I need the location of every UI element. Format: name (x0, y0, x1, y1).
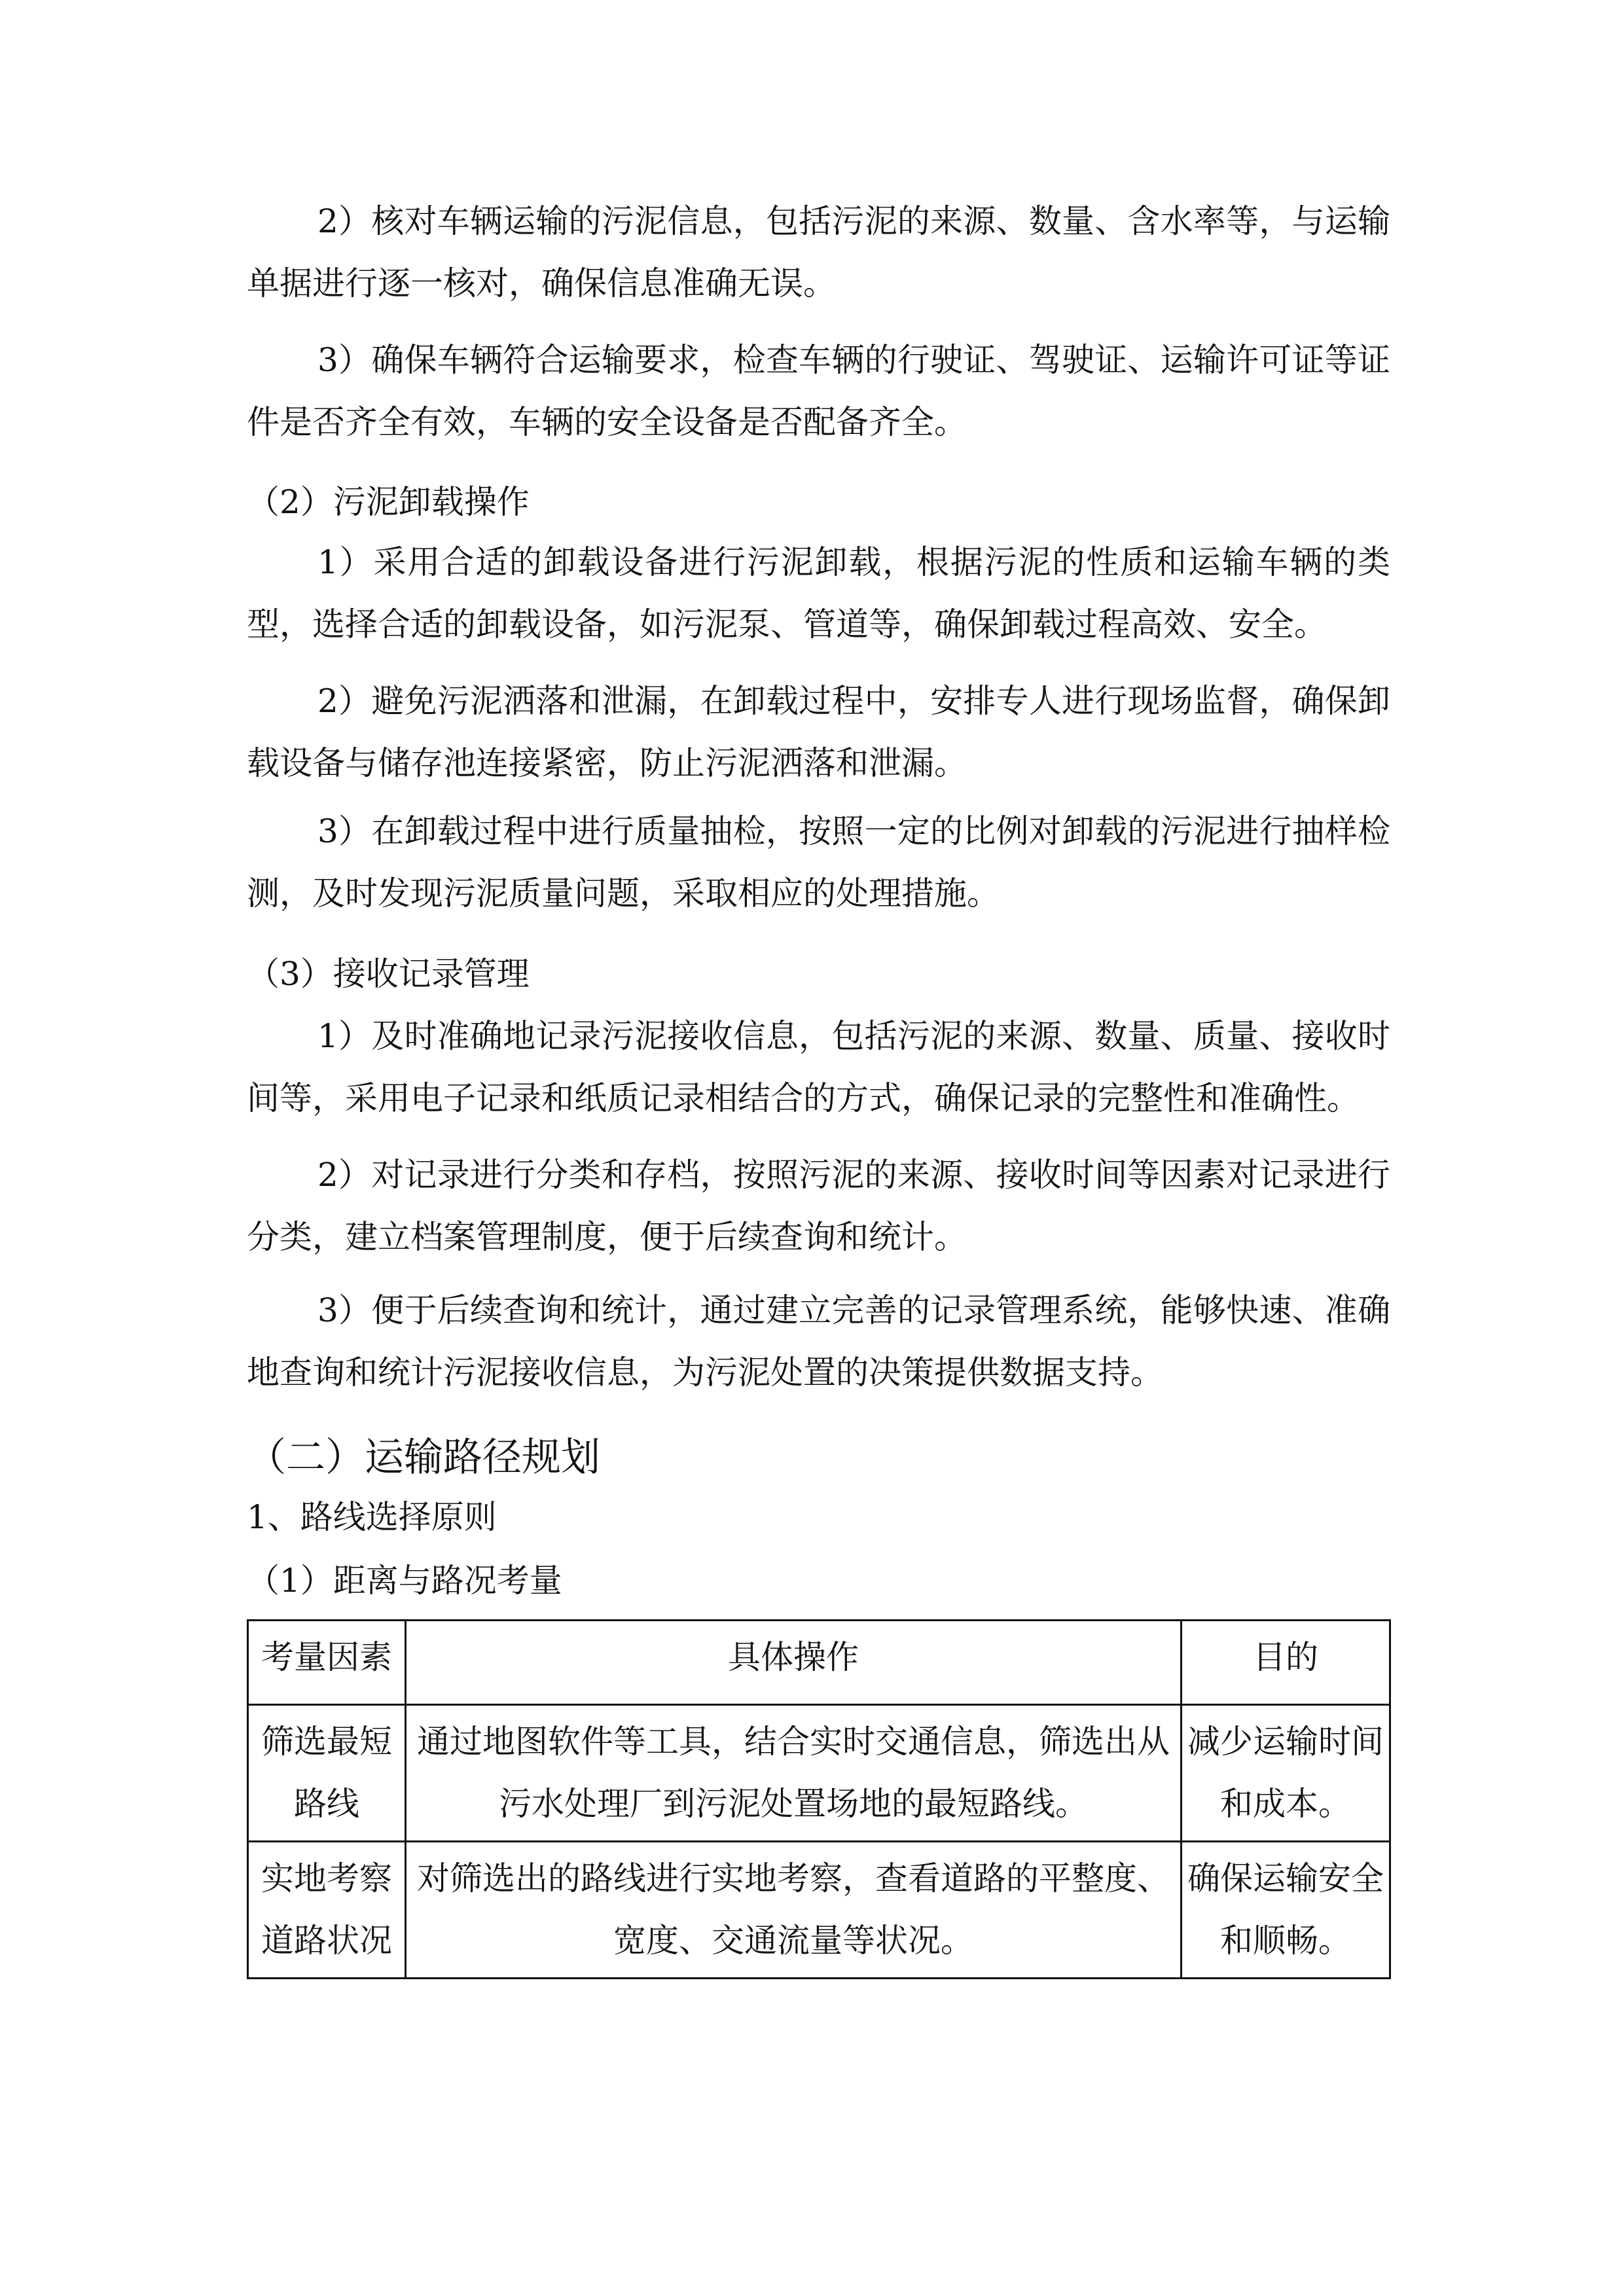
table-cell: 减少运输时间和成本。 (1182, 1705, 1390, 1842)
table-cell: 筛选最短路线 (248, 1705, 406, 1842)
subheading: （2）污泥卸载操作 (247, 483, 530, 521)
paragraph: 3）便于后续查询和统计，通过建立完善的记录管理系统，能够快速、准确地查询和统计污泥接收信息，为污泥处置的决策提供数据支持。 (247, 1291, 1390, 1391)
paragraph: 2）核对车辆运输的污泥信息，包括污泥的来源、数量、含水率等，与运输单据进行逐一核对，确保信息准确无误。 (247, 202, 1390, 302)
paragraph: 3）确保车辆符合运输要求，检查车辆的行驶证、驾驶证、运输许可证等证件是否齐全有效，车辆的安全设备是否配备齐全。 (247, 341, 1390, 441)
table-header: 具体操作 (406, 1621, 1182, 1705)
subheading: （3）接收记录管理 (247, 955, 530, 993)
table-cell: 确保运输安全和顺畅。 (1182, 1842, 1390, 1979)
table-header: 考量因素 (248, 1621, 406, 1705)
paragraph: 2）避免污泥洒落和泄漏，在卸载过程中，安排专人进行现场监督，确保卸载设备与储存池连接紧密，防止污泥洒落和泄漏。 (247, 682, 1390, 782)
paragraph: 3）在卸载过程中进行质量抽检，按照一定的比例对卸载的污泥进行抽样检测，及时发现污泥质量问题，采取相应的处理措施。 (247, 812, 1390, 912)
table-row (248, 1705, 1390, 1842)
table-cell: 通过地图软件等工具，结合实时交通信息，筛选出从污水处理厂到污泥处置场地的最短路线。 (406, 1705, 1182, 1842)
table-header: 目的 (1182, 1621, 1390, 1705)
route-table (247, 1619, 1391, 1979)
section-heading: （二）运输路径规划 (247, 1435, 600, 1480)
subheading: 1、路线选择原则 (247, 1498, 497, 1536)
paragraph: 1）采用合适的卸载设备进行污泥卸载，根据污泥的性质和运输车辆的类型，选择合适的卸载设备，如污泥泵、管道等，确保卸载过程高效、安全。 (247, 543, 1390, 643)
paragraph: 2）对记录进行分类和存档，按照污泥的来源、接收时间等因素对记录进行分类，建立档案管理制度，便于后续查询和统计。 (247, 1156, 1390, 1256)
paragraph: 1）及时准确地记录污泥接收信息，包括污泥的来源、数量、质量、接收时间等，采用电子记录和纸质记录相结合的方式，确保记录的完整性和准确性。 (247, 1017, 1390, 1117)
table-row (248, 1842, 1390, 1979)
table-header-row (248, 1621, 1390, 1705)
table-cell: 实地考察道路状况 (248, 1842, 406, 1979)
table-cell: 对筛选出的路线进行实地考察，查看道路的平整度、宽度、交通流量等状况。 (406, 1842, 1182, 1979)
subheading: （1）距离与路况考量 (247, 1562, 562, 1600)
